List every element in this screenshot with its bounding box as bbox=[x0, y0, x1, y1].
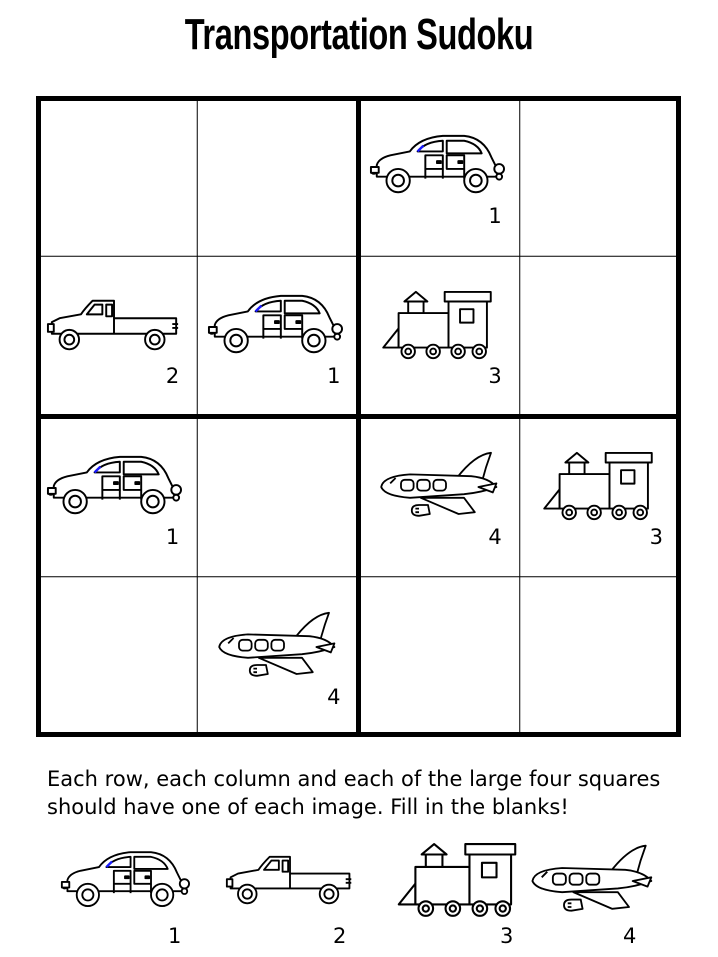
filled-cell bbox=[520, 417, 681, 577]
cell-number: 2 bbox=[165, 364, 180, 389]
cell-number: 4 bbox=[327, 684, 341, 709]
airplane-icon bbox=[525, 842, 655, 920]
filled-cell bbox=[197, 577, 358, 737]
empty-cell[interactable] bbox=[36, 96, 197, 256]
legend-item bbox=[225, 842, 385, 952]
car-icon bbox=[207, 290, 343, 362]
train-icon bbox=[530, 451, 666, 523]
legend-number: 1 bbox=[168, 924, 182, 948]
filled-cell bbox=[359, 96, 520, 256]
cell-number: 1 bbox=[165, 524, 180, 549]
empty-cell[interactable] bbox=[520, 577, 681, 737]
legend-item bbox=[525, 842, 685, 952]
cell-number: 3 bbox=[649, 524, 663, 549]
page-title: Transportation Sudoku bbox=[184, 10, 534, 59]
empty-cell[interactable] bbox=[197, 417, 358, 577]
car-icon bbox=[46, 451, 182, 523]
legend-number: 2 bbox=[333, 924, 347, 948]
instructions-text: Each row, each column and each of the large four squares should have one of each image. Fill in the blanks! bbox=[47, 767, 661, 819]
car-icon bbox=[369, 130, 505, 202]
pickup-truck-icon bbox=[225, 842, 355, 920]
airplane-icon bbox=[207, 611, 343, 683]
filled-cell bbox=[36, 417, 197, 577]
empty-cell[interactable] bbox=[520, 96, 681, 256]
empty-cell[interactable] bbox=[36, 577, 197, 737]
empty-cell[interactable] bbox=[520, 256, 681, 416]
train-icon bbox=[392, 842, 522, 920]
sudoku-board bbox=[36, 96, 681, 737]
cell-number: 1 bbox=[327, 364, 341, 389]
filled-cell bbox=[197, 256, 358, 416]
train-icon bbox=[369, 290, 505, 362]
airplane-icon bbox=[369, 451, 505, 523]
pickup-truck-icon bbox=[46, 290, 182, 362]
empty-cell[interactable] bbox=[359, 577, 520, 737]
legend-number: 3 bbox=[500, 924, 514, 948]
cell-number: 1 bbox=[488, 204, 502, 228]
legend-item bbox=[60, 842, 220, 952]
car-icon bbox=[60, 842, 190, 920]
empty-cell[interactable] bbox=[197, 96, 358, 256]
filled-cell bbox=[359, 256, 520, 416]
cell-number: 4 bbox=[488, 524, 502, 549]
cell-number: 3 bbox=[488, 364, 502, 389]
filled-cell bbox=[36, 256, 197, 416]
legend-number: 4 bbox=[623, 924, 637, 948]
filled-cell bbox=[359, 417, 520, 577]
